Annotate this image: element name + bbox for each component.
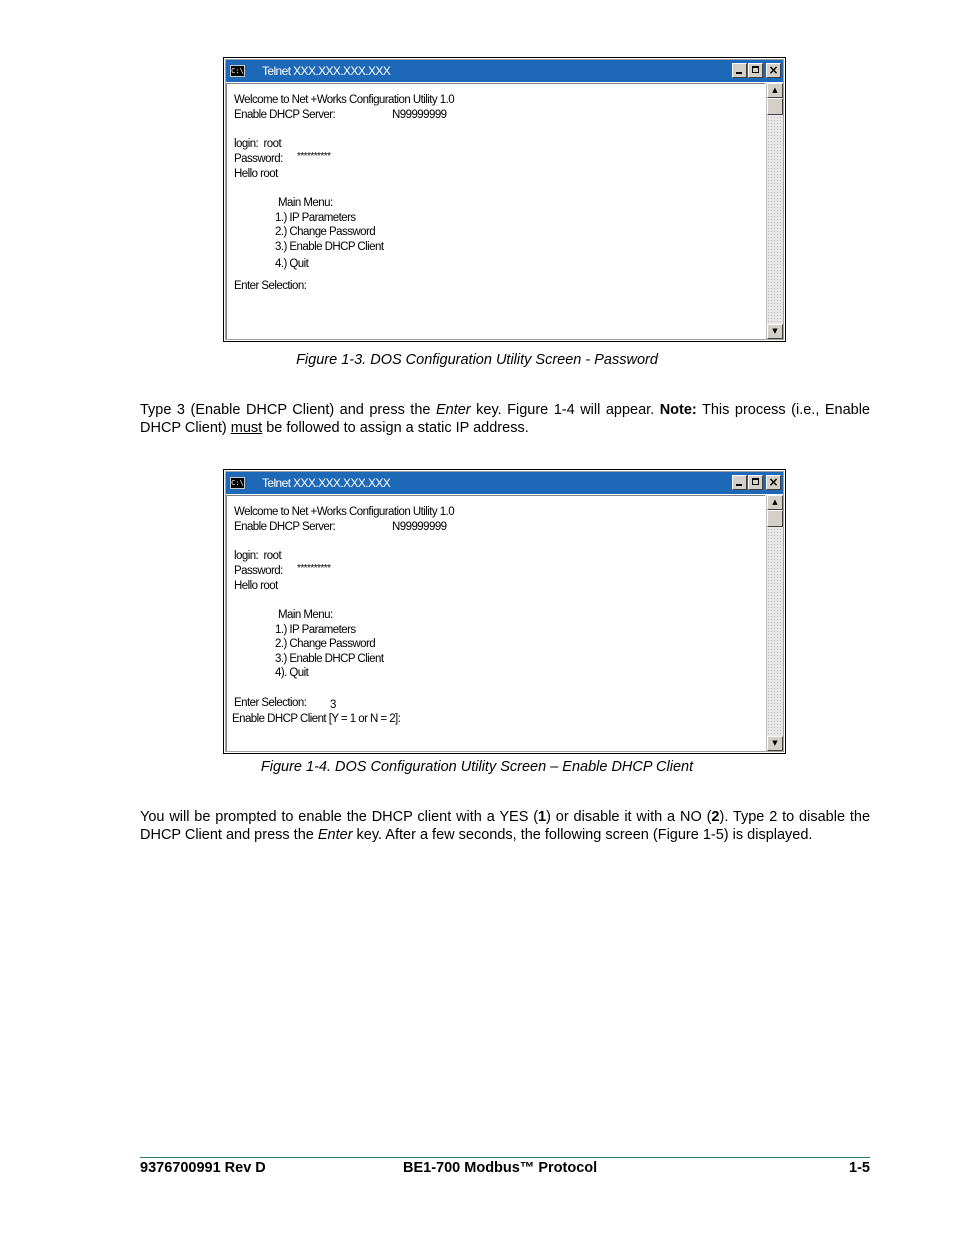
- window-title: Telnet XXX.XXX.XXX.XXX: [262, 476, 391, 490]
- telnet-window-password: [223, 57, 786, 342]
- p2-text: You will be prompted to enable the DHCP client with a YES (: [140, 809, 539, 825]
- title-bar: [226, 472, 783, 494]
- minimize-button[interactable]: [732, 475, 747, 490]
- p2-text: key. After a few seconds, the following screen (Figure 1-5) is displayed.: [352, 827, 813, 843]
- login-line: login: root: [234, 550, 282, 562]
- footer-title: BE1-700 Modbus™ Protocol: [403, 1160, 598, 1176]
- login-line: login: root: [234, 138, 282, 150]
- menu-item-ip-parameters: 1.) IP Parameters: [275, 624, 356, 636]
- console-icon: C:\: [231, 479, 244, 487]
- dhcp-server-value: N99999999: [392, 109, 447, 121]
- hello-line: Hello root: [234, 168, 278, 180]
- footer-rule: [140, 1157, 870, 1158]
- close-button[interactable]: ×: [766, 475, 781, 490]
- scroll-down-arrow-icon[interactable]: ▼: [767, 736, 783, 751]
- scroll-thumb[interactable]: [767, 98, 783, 115]
- vertical-scrollbar[interactable]: [766, 495, 783, 751]
- password-label: Password:: [234, 565, 283, 577]
- p1-text: key. Figure 1-4 will appear.: [470, 402, 660, 418]
- instruction-paragraph-1: [140, 401, 870, 437]
- hello-line: Hello root: [234, 580, 278, 592]
- console-icon: C:\: [231, 67, 244, 75]
- menu-item-quit: 4). Quit: [275, 667, 309, 679]
- password-label: Password:: [234, 153, 283, 165]
- main-menu-title: Main Menu:: [278, 197, 333, 209]
- entered-selection: 3: [330, 699, 336, 711]
- telnet-window-enable-dhcp: [223, 469, 786, 754]
- p2-no-value: 2: [711, 809, 720, 825]
- menu-item-enable-dhcp: 3.) Enable DHCP Client: [275, 653, 384, 665]
- menu-item-ip-parameters: 1.) IP Parameters: [275, 212, 356, 224]
- password-mask: **********: [297, 151, 331, 162]
- welcome-line: Welcome to Net +Works Configuration Utility 1.0: [234, 506, 455, 518]
- p1-text: be followed to assign a static IP address.: [262, 420, 529, 436]
- welcome-line: Welcome to Net +Works Configuration Utility 1.0: [234, 94, 455, 106]
- maximize-button[interactable]: [748, 475, 763, 490]
- menu-item-enable-dhcp: 3.) Enable DHCP Client: [275, 241, 384, 253]
- p1-text: Type 3 (Enable DHCP Client) and press the: [140, 402, 436, 418]
- instruction-paragraph-2: [140, 808, 870, 844]
- window-title: Telnet XXX.XXX.XXX.XXX: [262, 64, 391, 78]
- title-bar: [226, 60, 783, 82]
- dhcp-server-label: Enable DHCP Server:: [234, 521, 336, 533]
- password-mask: **********: [297, 563, 331, 574]
- enter-selection-prompt: Enter Selection:: [234, 280, 307, 292]
- scroll-up-arrow-icon[interactable]: ▲: [767, 495, 783, 510]
- footer-page-number: 1-5: [849, 1160, 870, 1176]
- menu-item-change-password: 2.) Change Password: [275, 226, 376, 238]
- figure-1-4-caption: Figure 1-4. DOS Configuration Utility Screen – Enable DHCP Client: [260, 759, 694, 775]
- p1-text: This process (i.e., Enable DHCP Client): [140, 402, 870, 436]
- p1-note-label: Note:: [659, 402, 697, 418]
- p1-must: must: [230, 420, 263, 436]
- enter-selection-prompt: Enter Selection:: [234, 697, 307, 709]
- terminal-area[interactable]: [226, 83, 765, 339]
- p2-enter-key: Enter: [317, 827, 353, 843]
- close-button[interactable]: ×: [766, 63, 781, 78]
- scroll-up-arrow-icon[interactable]: ▲: [767, 83, 783, 98]
- terminal-area[interactable]: [226, 495, 765, 751]
- main-menu-title: Main Menu:: [278, 609, 333, 621]
- p2-text: ). Type 2 to disable the DHCP Client and press the: [140, 809, 871, 843]
- vertical-scrollbar[interactable]: [766, 83, 783, 339]
- figure-1-3-caption: Figure 1-3. DOS Configuration Utility Screen - Password: [296, 352, 658, 368]
- menu-item-change-password: 2.) Change Password: [275, 638, 376, 650]
- p2-yes-value: 1: [538, 809, 547, 825]
- scroll-thumb[interactable]: [767, 510, 783, 527]
- minimize-button[interactable]: [732, 63, 747, 78]
- scroll-down-arrow-icon[interactable]: ▼: [767, 324, 783, 339]
- p2-text: ) or disable it with a NO (: [546, 809, 712, 825]
- enable-dhcp-client-prompt: Enable DHCP Client [Y = 1 or N = 2]:: [232, 713, 401, 725]
- maximize-button[interactable]: [748, 63, 763, 78]
- footer-doc-number: 9376700991 Rev D: [140, 1160, 266, 1176]
- dhcp-server-label: Enable DHCP Server:: [234, 109, 336, 121]
- menu-item-quit: 4.) Quit: [275, 258, 309, 270]
- p1-enter-key: Enter: [435, 402, 471, 418]
- dhcp-server-value: N99999999: [392, 521, 447, 533]
